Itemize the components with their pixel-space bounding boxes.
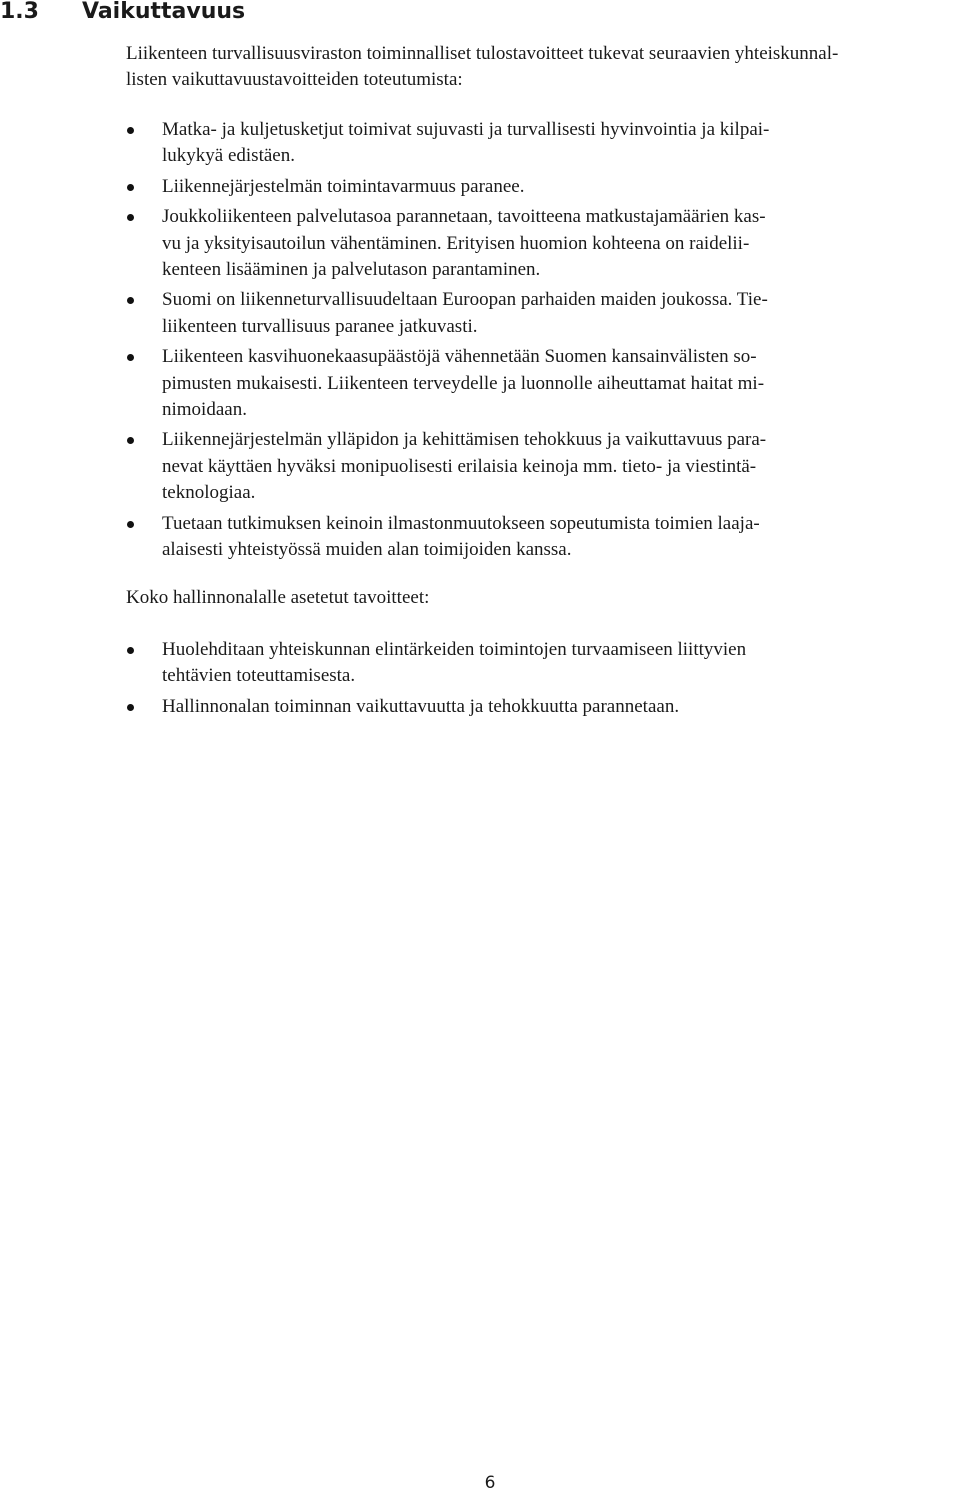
goal-line: kenteen lisääminen ja palvelutason parantaminen. xyxy=(162,259,541,281)
bullet-icon xyxy=(127,297,134,304)
goal-item xyxy=(0,344,769,423)
goal-line: Liikennejärjestelmän ylläpidon ja kehittämisen tehokkuus ja vaikuttavuus para- xyxy=(162,429,767,451)
goal-line: vu ja yksityisautoilun vähentäminen. Erityisen huomion kohteena on raidelii- xyxy=(162,232,750,254)
admin-goal-line: Hallinnonalan toiminnan vaikuttavuutta ja tehokkuutta parannetaan. xyxy=(162,695,680,717)
section-heading xyxy=(0,0,245,26)
bullet-icon xyxy=(127,647,134,654)
goal-line: Matka- ja kuljetusketjut toimivat sujuvasti ja turvallisesti hyvinvointia ja kilpai- xyxy=(162,119,770,140)
goal-line: Tuetaan tutkimuksen keinoin ilmastonmuutokseen sopeutumista toimien laaja- xyxy=(162,512,760,534)
admin-goal-line: Huolehditaan yhteiskunnan elintärkeiden toimintojen turvaamiseen liittyvien xyxy=(162,639,747,660)
admin-goals-list xyxy=(0,637,746,724)
bullet-icon xyxy=(127,704,134,711)
goal-line: Liikennejärjestelmän toimintavarmuus paranee. xyxy=(162,175,525,197)
goal-item xyxy=(0,117,769,170)
goal-item xyxy=(0,511,769,564)
goal-line: Liikenteen kasvihuonekaasupäästöjä vähennetään Suomen kansainvälisten so- xyxy=(162,346,757,368)
goal-line: lukykyä edistäen. xyxy=(162,145,295,167)
bullet-icon xyxy=(127,184,134,191)
bullet-icon xyxy=(127,437,134,444)
intro-line: listen vaikuttavuustavoitteiden toteutumista: xyxy=(126,69,463,91)
admin-goal-line: tehtävien toteuttamisesta. xyxy=(162,665,356,687)
goal-item xyxy=(0,427,769,506)
section-number: 1.3 xyxy=(0,0,39,24)
intro-paragraph xyxy=(126,41,960,94)
goal-line: nimoidaan. xyxy=(162,399,247,421)
bullet-icon xyxy=(127,127,134,134)
goal-line: pimusten mukaisesti. Liikenteen terveydelle ja luonnolle aiheuttamat haitat mi- xyxy=(162,372,765,394)
admin-intro: Koko hallinnonalalle asetetut tavoitteet: xyxy=(126,587,430,608)
goal-item xyxy=(0,204,769,283)
bullet-icon xyxy=(127,354,134,361)
goal-line: Joukkoliikenteen palvelutasoa parannetaan, tavoitteena matkustajamäärien kas- xyxy=(162,206,766,228)
bullet-icon xyxy=(127,521,134,528)
admin-goal-item xyxy=(0,637,746,690)
goal-line: teknologiaa. xyxy=(162,482,256,504)
goal-item xyxy=(0,287,769,340)
page-number: 6 xyxy=(484,1473,496,1493)
goal-line: liikenteen turvallisuus paranee jatkuvasti. xyxy=(162,315,478,337)
goal-line: nevat käyttäen hyväksi monipuolisesti erilaisia keinoja mm. tieto- ja viestintä- xyxy=(162,455,757,477)
section-title: Vaikuttavuus xyxy=(82,0,246,24)
goal-item xyxy=(0,174,769,200)
bullet-icon xyxy=(127,214,134,221)
admin-goal-item xyxy=(0,694,746,720)
goals-list xyxy=(0,117,769,568)
goal-line: Suomi on liikenneturvallisuudeltaan Euroopan parhaiden maiden joukossa. Tie- xyxy=(162,289,768,311)
goal-line: alaisesti yhteistyössä muiden alan toimijoiden kanssa. xyxy=(162,539,572,561)
intro-line: Liikenteen turvallisuusviraston toiminnalliset tulostavoitteet tukevat seuraavien yhteiskunnal- xyxy=(126,43,839,64)
